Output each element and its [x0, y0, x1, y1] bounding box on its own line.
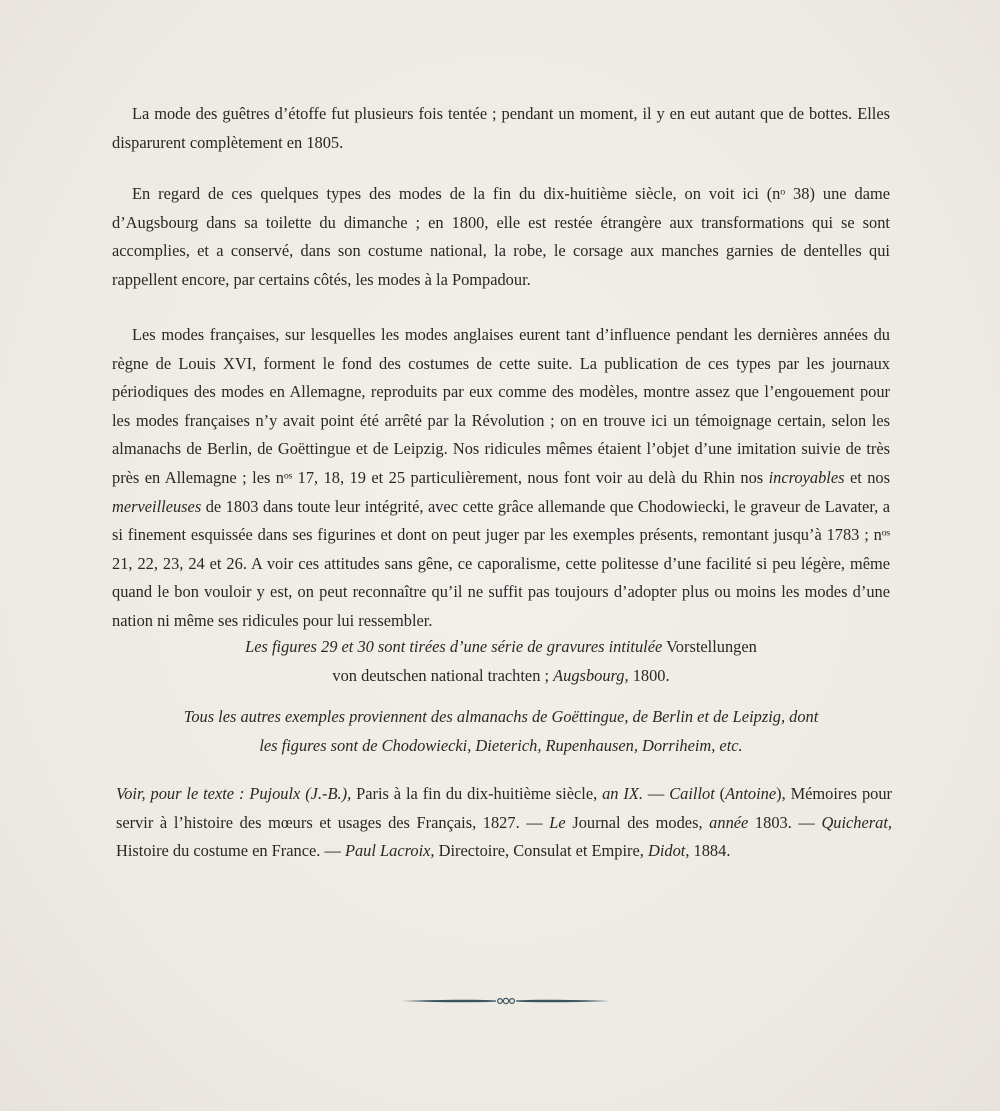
caption-other-examples-line1: Tous les autres exemples proviennent des almanachs de Goëttingue, de Berlin et de Leipzig, dont: [183, 707, 819, 726]
ref-caillot: Caillot: [669, 784, 715, 803]
caption-figures-29-30-place: Augsbourg,: [553, 666, 629, 685]
ref-text-2: —: [642, 784, 670, 803]
caption-figures-29-30-line1: [112, 632, 890, 661]
paragraph-french-fashions-part3: de 1803 dans toute leur intégrité, avec cette grâce allemande que Chodowiecki, le graveur de Lavater, a si finement esquissée dans ses figurines et dont on peut juger par les exemples présents, remontant jusqu’à 1783 ; nᵒˢ 21, 22, 23, 24 et 26. A voir ces attitudes sans gêne, ce caporalisme, cette politesse d’une facilité si peu légère, même quand le bon vouloir y est, on peut reconnaître qu’il ne suffit pas toujours d’adopter plus ou moins les modes d’une nation ni même ses ridicules pour lui ressembler.: [112, 496, 890, 630]
ref-text-9: 1884.: [689, 841, 731, 861]
references-paragraph: [116, 780, 892, 866]
caption-figures-29-30-line2: [112, 661, 890, 690]
ref-text-3: (: [714, 784, 726, 803]
paragraph-augsburg-lady-text: En regard de ces quelques types des modes de la fin du dix-huitième siècle, on voit ici (nᵒ 38) une dame d’Augsbourg dans sa toilette du dimanche ; en 1800, elle est restée étrangère aux transformations qui se sont accomplies, et a conservé, dans son costume national, la robe, le corsage aux manches garnies de dentelles qui rappellent encore, par certains côtés, les modes à la Pompadour.: [112, 184, 890, 289]
term-merveilleuses: merveilleuses: [112, 496, 202, 516]
paragraph-gaiters-text: La mode des guêtres d’étoffe fut plusieurs fois tentée ; pendant un moment, il y en eut autant que de bottes. Elles disparurent complètement en 1805.: [112, 104, 890, 152]
paragraph-french-fashions-part2: et nos: [844, 467, 890, 487]
ref-le: Le: [549, 812, 566, 832]
caption-figures-29-30-title-end: von deutschen national trachten ;: [332, 666, 554, 685]
ornament-divider-icon: [400, 992, 612, 1010]
term-incroyables: incroyables: [768, 467, 845, 487]
ref-lacroix: Paul Lacroix,: [344, 841, 435, 861]
ref-text-5: Journal des modes,: [565, 812, 710, 832]
ref-quicherat: Quicherat,: [821, 812, 892, 832]
caption-figures-29-30-intro: Les figures 29 et 30 sont tirées d’une série de gravures intitulée: [245, 637, 663, 656]
caption-figures-29-30-title-start: Vorstellungen: [662, 637, 757, 656]
ref-text-6: 1803. —: [748, 812, 822, 832]
ref-didot: Didot,: [648, 841, 690, 861]
ref-annee: année: [709, 812, 749, 832]
paragraph-gaiters: [112, 100, 890, 157]
ref-antoine: Antoine: [725, 784, 777, 803]
paragraph-french-fashions-part1: Les modes françaises, sur lesquelles les modes anglaises eurent tant d’influence pendant les dernières années du règne de Louis XVI, forment le fond des costumes de cette suite. La publication de ces types par les journaux périodiques des modes en Allemagne, reproduits par eux comme des modèles, montre assez que l’engouement pour les modes françaises n’y avait point été arrêté par la Révolution ; on en trouve ici un témoignage certain, selon les almanachs de Berlin, de Goëttingue et de Leipzig. Nos ridicules mêmes étaient l’objet d’une imitation suivie de très près en Allemagne ; les nᵒˢ 17, 18, 19 et 25 particulièrement, nous font voir au delà du Rhin nos: [112, 325, 890, 487]
caption-other-examples: [112, 702, 890, 760]
paragraph-augsburg-lady: [112, 180, 890, 294]
ref-text-8: Directoire, Consulat et Empire,: [434, 841, 648, 861]
ref-text-7: Histoire du costume en France. —: [116, 841, 345, 861]
ref-voir-pujoulx: Voir, pour le texte : Pujoulx (J.-B.),: [116, 784, 352, 803]
ref-an-ix: an IX.: [602, 784, 643, 803]
ref-text-4: ), Mémoires pour servir à l’histoire des mœurs et usages des Français, 1827. —: [116, 784, 892, 832]
ref-text-1: Paris à la fin du dix-huitième siècle,: [351, 784, 603, 803]
caption-figures-29-30: [112, 632, 890, 690]
paragraph-french-fashions: [112, 321, 890, 636]
caption-figures-29-30-year: 1800.: [628, 666, 670, 685]
caption-other-examples-line2: les figures sont de Chodowiecki, Dieterich, Rupenhausen, Dorriheim, etc.: [259, 736, 743, 755]
